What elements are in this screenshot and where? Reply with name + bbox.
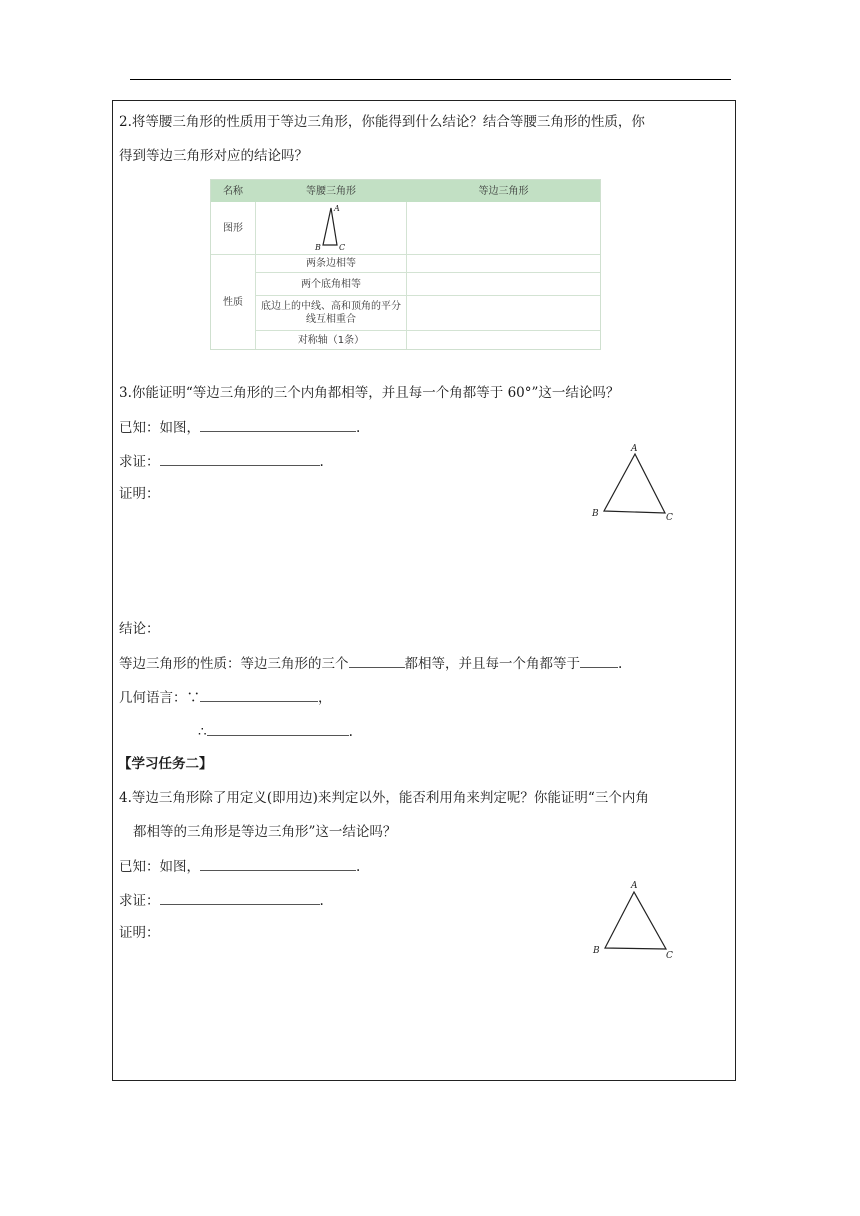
q4-given-blank[interactable] <box>200 858 356 871</box>
table-header-isosceles: 等腰三角形 <box>306 185 356 197</box>
isosceles-triangle-figure <box>306 202 356 252</box>
table-row-property-label: 性质 <box>223 296 243 308</box>
q3-label-b: B <box>592 509 599 519</box>
q3-conclusion-label: 结论： <box>119 621 160 637</box>
q4-line2: 都相等的三角形是等边三角形”这一结论吗？ <box>133 824 397 840</box>
q3-label-c: C <box>666 513 673 522</box>
q4-label-a: A <box>631 881 638 891</box>
table-row-figure-label: 图形 <box>223 223 243 234</box>
comparison-table <box>210 179 601 350</box>
task2-title: 【学习任务二】 <box>118 756 213 772</box>
iso-label-b: B <box>315 243 321 252</box>
property-three-lines-coincide: 底边上的中线、高和顶角的平分线互相重合 <box>261 301 401 325</box>
q3-text: 3.你能证明“等边三角形的三个内角都相等，并且每一个角都等于 60°”这一结论吗？ <box>119 385 620 401</box>
q4-prove-label: 求证： <box>119 893 160 909</box>
q4-given-label: 已知：如图， <box>119 859 200 875</box>
because-blank[interactable] <box>200 689 318 702</box>
therefore-symbol: ∴ <box>198 724 207 740</box>
geometry-language-line: 几何语言：∵ ， <box>119 690 332 706</box>
geometry-language-label: 几何语言：∵ <box>119 690 200 706</box>
q3-prove-blank[interactable] <box>160 453 320 466</box>
q4-prove: 求证： . <box>119 893 324 909</box>
q4-label-b: B <box>593 946 600 956</box>
property-blank-2[interactable] <box>580 655 618 668</box>
q4-line1: 4.等边三角形除了用定义(即用边)来判定以外，能否利用角来判定呢？你能证明“三个内角 <box>119 790 649 806</box>
property-axis-of-symmetry: 对称轴（1条） <box>297 334 365 346</box>
q3-label-a: A <box>631 444 638 454</box>
q3-given: 已知：如图， . <box>119 420 361 436</box>
table-header-name: 名称 <box>223 185 243 197</box>
q3-triangle-figure <box>588 440 688 522</box>
q3-given-blank[interactable] <box>200 419 356 432</box>
q3-prove: 求证： . <box>119 454 324 470</box>
q3-property-line: 等边三角形的性质：等边三角形的三个 都相等，并且每一个角都等于 . <box>119 656 623 672</box>
q4-label-c: C <box>666 951 673 961</box>
iso-label-c: C <box>339 243 346 252</box>
therefore-line: ∴ . <box>198 724 353 740</box>
q2-line2: 得到等边三角形对应的结论吗？ <box>119 148 308 164</box>
property-equal-base-angles: 两个底角相等 <box>301 278 361 290</box>
property-blank-1[interactable] <box>349 655 405 668</box>
property-two-equal-sides: 两条边相等 <box>306 258 356 269</box>
q4-proof-label: 证明： <box>119 925 160 941</box>
iso-label-a: A <box>334 204 340 213</box>
q3-prove-label: 求证： <box>119 454 160 470</box>
q4-prove-blank[interactable] <box>160 892 320 905</box>
therefore-blank[interactable] <box>207 723 349 736</box>
table-header-equilateral: 等边三角形 <box>478 185 529 197</box>
header-rule <box>130 79 731 80</box>
q2-line1: 2.将等腰三角形的性质用于等边三角形，你能得到什么结论？结合等腰三角形的性质，你 <box>119 114 645 130</box>
q3-proof-label: 证明： <box>119 486 160 502</box>
q3-given-label: 已知：如图， <box>119 420 200 436</box>
q4-triangle-figure <box>588 876 688 962</box>
q4-given: 已知：如图， . <box>119 859 361 875</box>
